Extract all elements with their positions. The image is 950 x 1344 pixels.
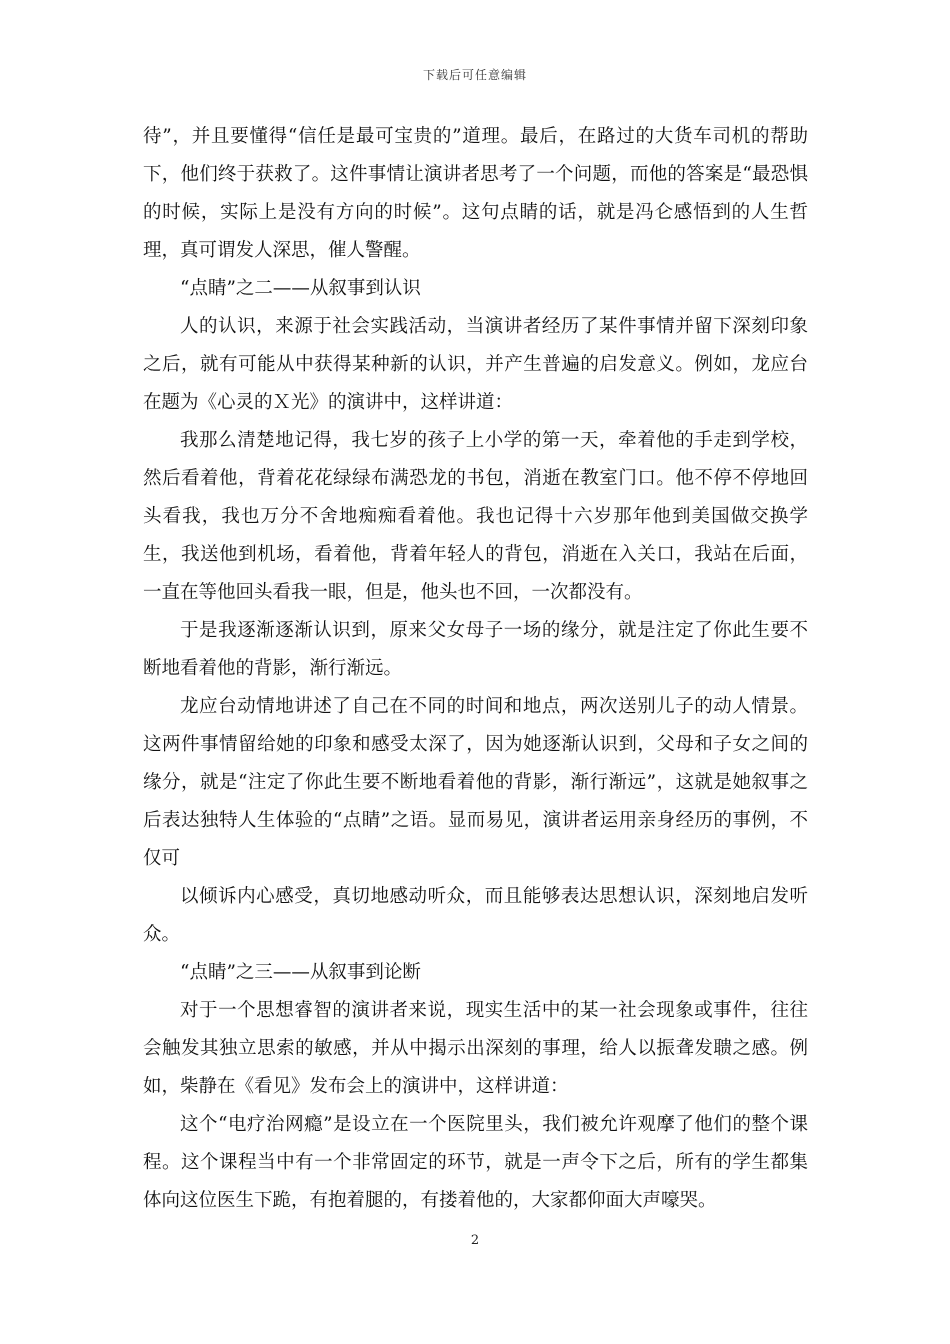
page-number: 2	[470, 1233, 480, 1248]
paragraph: 龙应台动情地讲述了自己在不同的时间和地点，两次送别儿子的动人情景。这两件事情留给她的印象和感受太深了，因为她逐渐认识到，父母和子女之间的缘分，就是“注定了你此生要不断地看着他的背影，渐行渐远”，这就是她叙事之后表达独特人生体验的“点睛”之语。显而易见，演讲者运用亲身经历的事例，不仅可	[143, 696, 808, 869]
paragraph: 以倾诉内心感受，真切地感动听众，而且能够表达思想认识，深刻地启发听众。	[143, 886, 808, 945]
quote-paragraph: 这个“电疗治网瘾”是设立在一个医院里头，我们被允许观摩了他们的整个课程。这个课程当中有一个非常固定的环节，就是一声令下之后，所有的学生都集体向这位医生下跪，有抱着腿的，有搂着他的，大家都仰面大声嚎哭。	[143, 1114, 808, 1211]
document-body	[143, 118, 808, 1220]
paragraph: 待”，并且要懂得“信任是最可宝贵的”道理。最后，在路过的大货车司机的帮助下，他们终于获救了。这件事情让演讲者思考了一个问题，而他的答案是“最恐惧的时候，实际上是没有方向的时候”。这句点睛的话，就是冯仑感悟到的人生哲理，真可谓发人深思，催人警醒。	[143, 126, 808, 261]
paragraph: 人的认识，来源于社会实践活动，当演讲者经历了某件事情并留下深刻印象之后，就有可能从中获得某种新的认识，并产生普遍的启发意义。例如，龙应台在题为《心灵的Ｘ光》的演讲中，这样讲道：	[143, 316, 808, 413]
page-header-note: 下载后可任意编辑	[422, 68, 527, 82]
quote-paragraph: 我那么清楚地记得，我七岁的孩子上小学的第一天，牵着他的手走到学校，然后看着他，背着花花绿绿布满恐龙的书包，消逝在教室门口。他不停不停地回头看我，我也万分不舍地痴痴看着他。我也记得十六岁那年他到美国做交换学生，我送他到机场，看着他，背着年轻人的背包，消逝在入关口，我站在后面，一直在等他回头看我一眼，但是，他头也不回，一次都没有。	[143, 430, 808, 603]
section-heading: “点睛”之三——从叙事到论断	[180, 962, 421, 983]
quote-paragraph: 于是我逐渐逐渐认识到，原来父女母子一场的缘分，就是注定了你此生要不断地看着他的背影，渐行渐远。	[143, 620, 808, 679]
section-heading: “点睛”之二——从叙事到认识	[180, 278, 421, 299]
paragraph: 对于一个思想睿智的演讲者来说，现实生活中的某一社会现象或事件，往往会触发其独立思索的敏感，并从中揭示出深刻的事理，给人以振聋发聩之感。例如，柴静在《看见》发布会上的演讲中，这样讲道：	[143, 1000, 808, 1097]
